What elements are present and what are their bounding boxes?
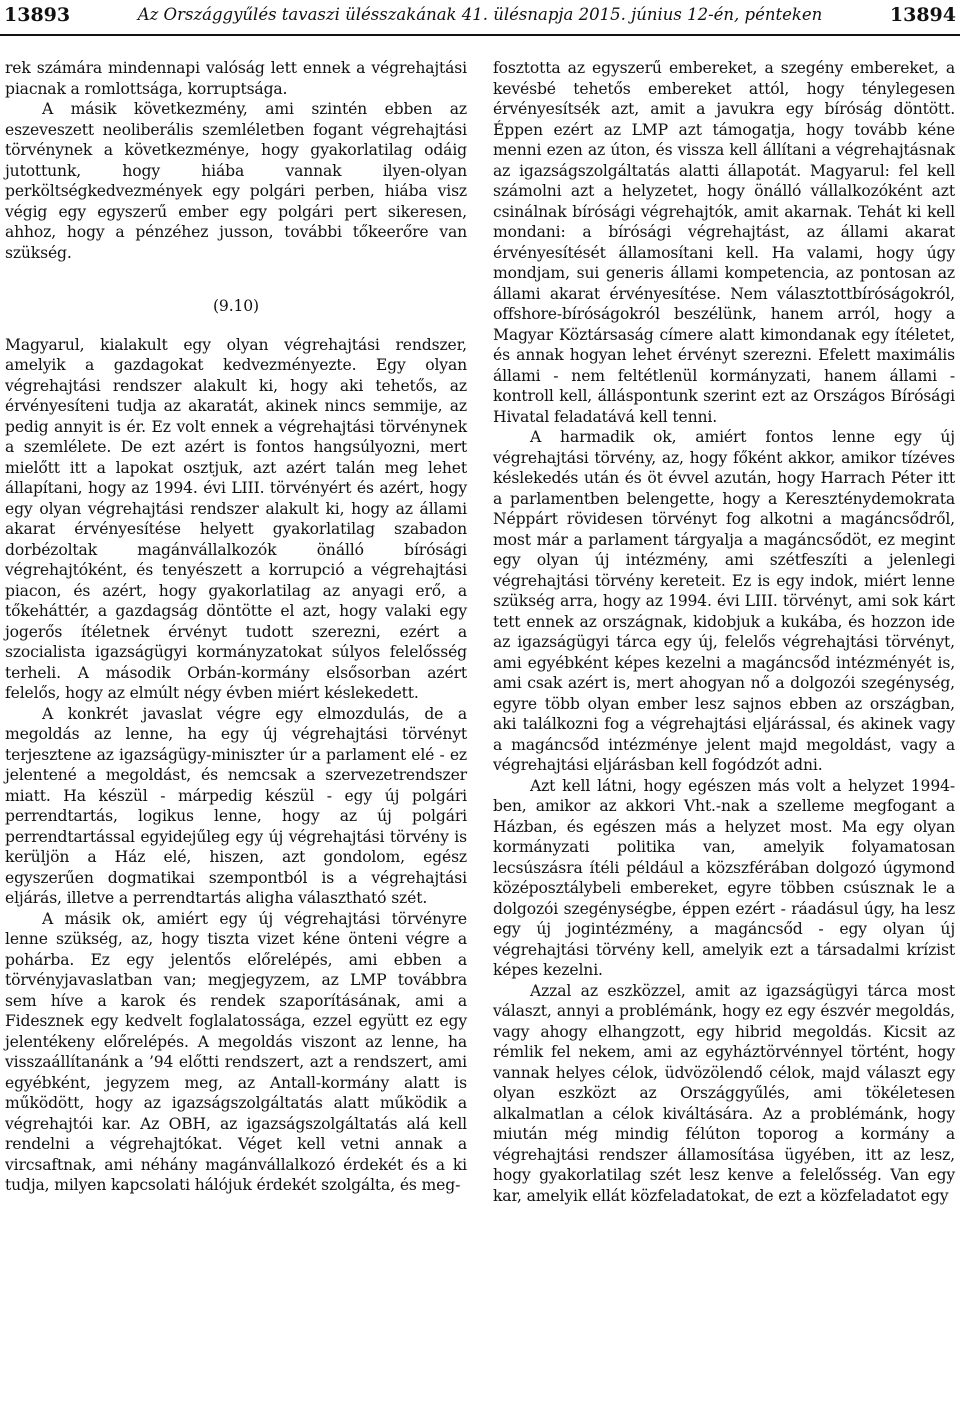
paragraph: Azt kell látni, hogy egészen más volt a helyzet 1994-ben, amikor az akkori Vht.-nak a szelleme megfogant a Házban, és egészen más a helyzet most. Ma egy olyan kormányzati politika van, amelyik folyamatosan lecsúszásra ítéli például a közszférában dolgozó úgymond középosztálybeli embereket, egyre többen csúsznak le a dolgozói szegénységbe, éppen ezért - ráadásul úgy, ha lesz egy új jogintézmény, a magáncsőd - egy olyan új végrehajtási törvény kell, amelyik ezt a társadalmi krízist képes kezelni. bbox=[493, 776, 955, 979]
paragraph: fosztotta az egyszerű embereket, a szegény embereket, a kevésbé tehetős embereket attól, hogy ténylegesen érvényesítsék azt, amit a javukra egy bíróság döntött. Éppen ezért az LMP azt támogatja, hogy tovább kéne menni ezen az úton, és vissza kell állítani a végrehajtásnak az igazságszolgáltatás alatti állapotát. Magyarul: fel kell számolni azt a helyzetet, hogy önálló vállalkozóként azt csinálnak bírósági végrehajtók, amit akarnak. Tehát ki kell mondani: a bírósági végrehajtást, az állami akarat érvényesítését államosítani kell. Ha valami, hogy úgy mondjam, sui generis állami kompetencia, az pontosan az állami akarat érvényesítése. Nem választottbíróságokról, offshore-bíróságokról beszélünk, hanem arról, hogy a Magyar Köztársaság címere alatt kimondanak egy ítéletet, és annak hogyan lehet érvényt szerezni. Efelett maximális állami - nem feltétlenül kormányzati, hanem állami - kontroll kell, álláspontunk szerint ezt az Országos Bírósági Hivatal feladatává kell tenni. bbox=[493, 59, 955, 426]
paragraph: A másik ok, amiért egy új végrehajtási törvényre lenne szükség, az, hogy tiszta vizet kéne önteni végre a pohárba. Ez egy jelentős előrelépés, ami ebben a törvényjavaslatban van; megjegyzem, az LMP továbbra sem híve a karok és rendek szaporításának, ami a Fidesznek egy kedvelt foglalatossága, ezzel együtt ez egy jelentékeny előrelépés. A megoldás viszont az lenne, ha visszaállítanánk a ’94 előtti rendszert, azt a rendszert, ami egyébként, jegyzem meg, az Antall-kormány alatt is működött, hogy az igazságszolgáltatás alatt működik a végrehajtói kar. Az OBH, az igazságszolgáltatás alá kell rendelni a végrehajtókat. Véget kell vetni annak a vircsaftnak, ami néhány magánvállalkozó érdekét és a ki tudja, milyen kapcsolati hálójuk érdekét szolgálta, és meg- bbox=[5, 909, 467, 1194]
running-title: Az Országgyűlés tavaszi ülésszakának 41. ülésnapja 2015. június 12-én, pénteken bbox=[137, 5, 823, 24]
page-header bbox=[0, 0, 960, 30]
page-number-left: 13893 bbox=[4, 4, 71, 26]
page-number-right: 13894 bbox=[889, 4, 956, 26]
paragraph: Azzal az eszközzel, amit az igazságügyi tárca most választ, annyi a problémánk, hogy ez egy észvér megoldás, vagy ahogy elhangzott, egy hibrid megoldás. Kicsit az rémlik fel nekem, ami az egyháztörvénnyel történt, hogy vannak helyes célok, üdvözölendő célok, majd választ egy olyan eszközt az Országgyűlés, ami tökéletesen alkalmatlan a célok kiváltására. Az a problémánk, hogy miután még mindig félúton toporog a kormány a végrehajtási rendszer államosítása ügyében, itt az lesz, hogy gyakorlatilag szét lesz kenve a felelősség. Van egy kar, amelyik ellát közfeladatokat, de ezt a közfeladatot egy bbox=[493, 981, 955, 1205]
right-column bbox=[493, 58, 955, 1206]
paragraph: A másik következmény, ami szintén ebben az eszeveszett neoliberális szemléletben fogant végrehajtási törvénynek a következménye, hogy gyakorlatilag odáig jutottunk, hogy hiába vannak ilyen-olyan perköltségkedvezmények egy polgári perben, hiába visz végig egy egyszerű ember egy polgári pert sikeresen, ahhoz, hogy a pénzéhez jusson, további tőkeerőre van szükség. bbox=[5, 100, 467, 262]
paragraph: rek számára mindennapi valóság lett ennek a végrehajtási piacnak a romlottsága, korruptsága. bbox=[5, 59, 467, 98]
paragraph: Magyarul, kialakult egy olyan végrehajtási rendszer, amelyik a gazdagokat kedvezményezte. Egy olyan végrehajtási rendszer alakult ki, hogy aki tehetős, az érvényesíteni tudja az akaratát, akinek nincs semmije, az pedig annyit is ér. Ez volt ennek a végrehajtási törvénynek a szemlélete. De ezt azért is fontos hangsúlyozni, mert mielőtt itt a lapokat osztjuk, azt azért talán meg lehet állapítani, hogy az 1994. évi LIII. törvényért és azért, hogy egy olyan végrehajtási rendszer alakult ki, hogy az állami akarat érvényesítése helyett gyakorlatilag szabadon dorbézoltak magánvállalkozók önálló bírósági végrehajtóként, és tenyészett a korrupció a végrehajtási piacon, és azért, hogy gyakorlatilag az anyagi erő, a tőkeháttér, a gazdagság döntötte el azt, hogy valaki egy jogerős ítéletnek érvényt tudott szerezni, ezért a szocialista igazságügyi kormányzatokat súlyos felelősség terheli. A második Orbán-kormány elsősorban azért felelős, hogy az elmúlt négy évben miért késlekedett. bbox=[5, 335, 467, 702]
header-divider bbox=[0, 34, 960, 36]
paragraph: A harmadik ok, amiért fontos lenne egy új végrehajtási törvény, az, hogy főként akkor, amikor tízéves késlekedés után és öt évvel azután, hogy Harrach Péter itt a parlamentben belengette, hogy a Kereszténydemokrata Néppárt rövidesen törvényt fog alkotni a magáncsődről, most már a parlament tárgyalja a magáncsődöt, ez megint egy olyan új intézmény, ami szétfeszíti a jelenlegi végrehajtási törvény kereteit. Ez is egy indok, miért lenne szükség arra, hogy az 1994. évi LIII. törvényt, ami sok kárt tett ennek az országnak, kidobjuk a kukába, és hozzon ide az igazságügyi tárca egy új, felelős végrehajtási törvényt, ami egyébként képes kezelni a magáncsőd intézményét is, ami csak azért is, mert ahogyan nő a dolgozói szegénység, egyre több olyan ember lesz sajnos ebben az országban, aki találkozni fog a végrehajtási eljárással, és akinek vagy a magáncsőd intézménye jelent majd megoldást, vagy a végrehajtási eljárásban kell fogódzót adni. bbox=[493, 428, 955, 774]
time-stamp: (9.10) bbox=[213, 297, 259, 315]
paragraph: A konkrét javaslat végre egy elmozdulás, de a megoldás az lenne, ha egy új végrehajtási törvényt terjesztene az igazságügy-miniszter úr a parlament elé - ez jelentené a megoldást, és nemcsak a szervezetrendszer miatt. Ha készül - márpedig készül - egy új polgári perrendtartás, logikus lenne, hogy az új polgári perrendtartással egyidejűleg egy új végrehajtási törvény is kerüljön a Ház elé, hiszen, azt gondolom, egész egyszerűen dogmatikai szempontból is a végrehajtási eljárás, illetve a perrendtartás aligha választható szét. bbox=[5, 704, 467, 907]
left-column bbox=[5, 58, 467, 1196]
